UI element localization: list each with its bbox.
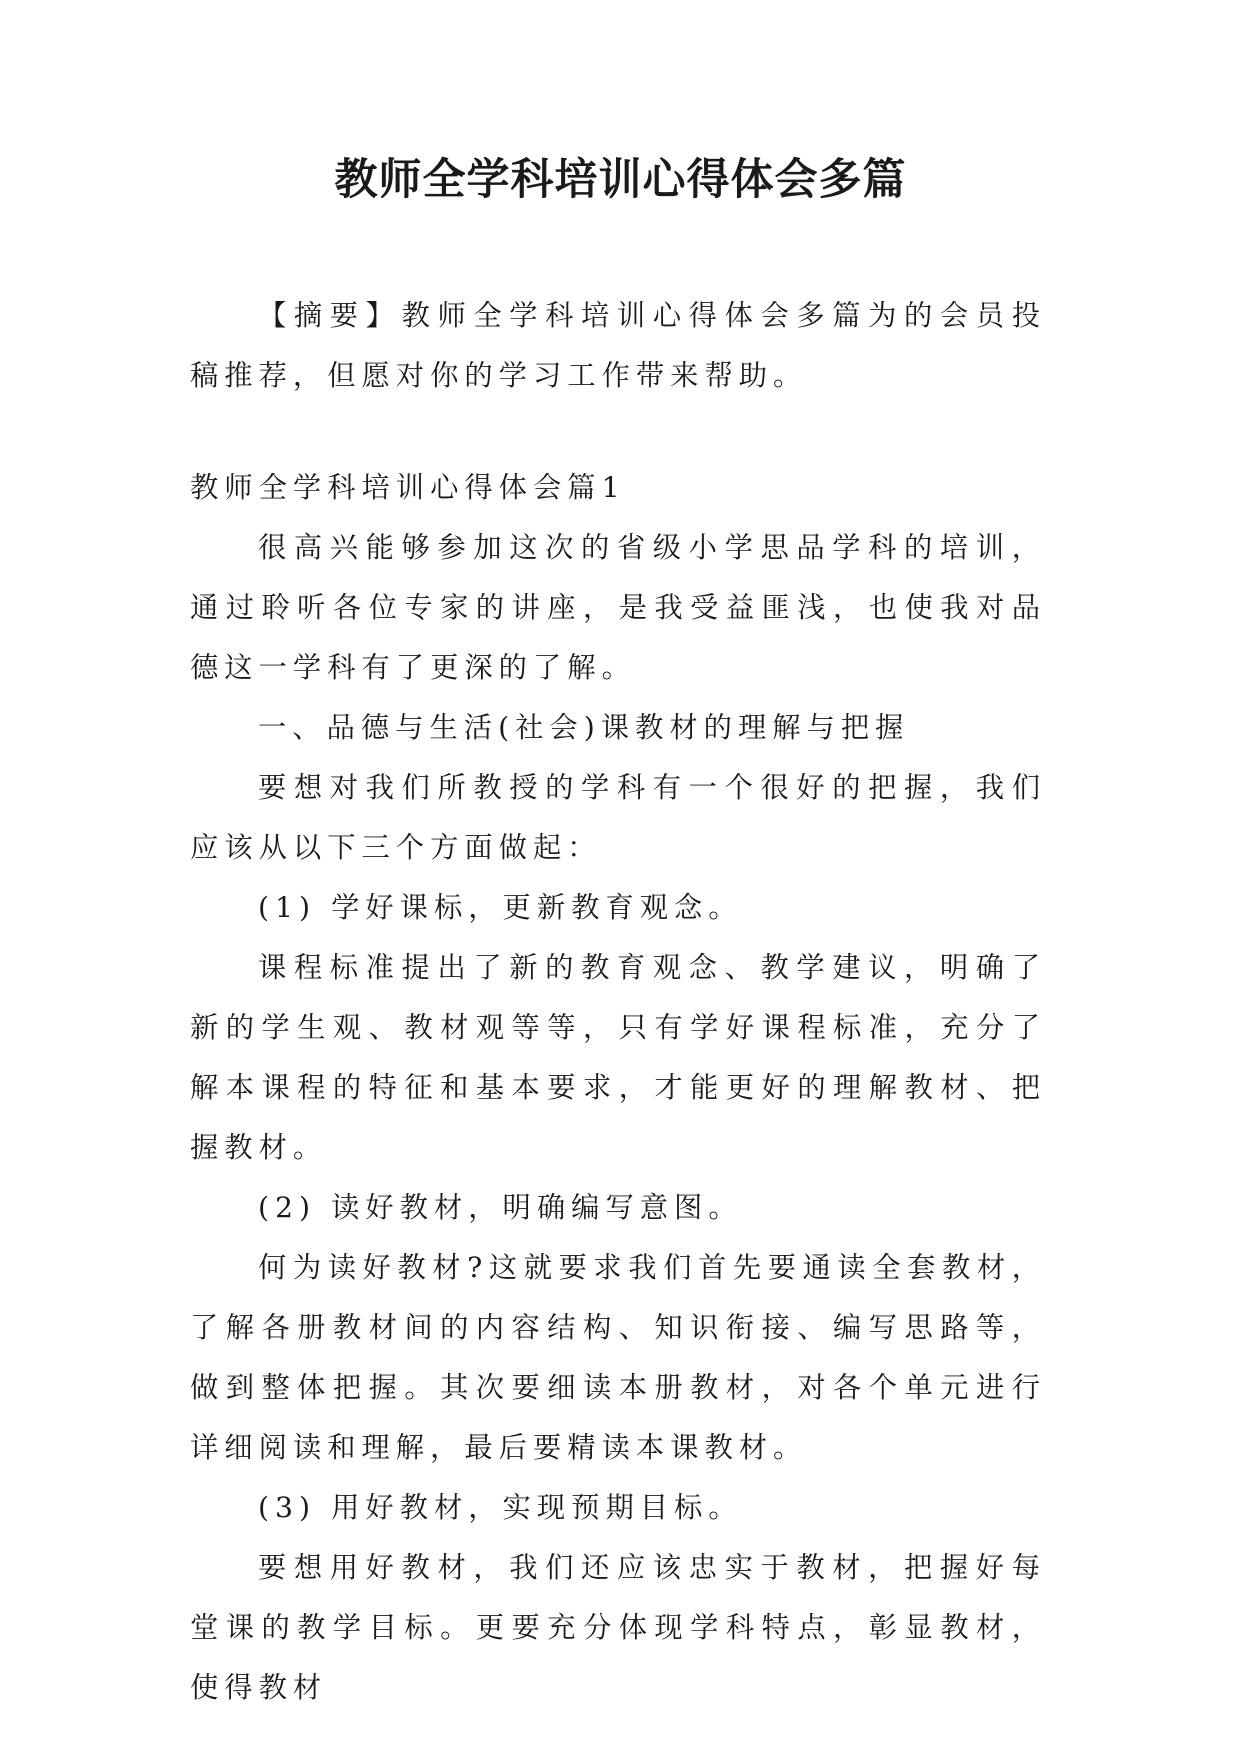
section-title: 教师全学科培训心得体会篇1 — [190, 471, 626, 504]
paragraph-intro: 很高兴能够参加这次的省级小学思品学科的培训，通过聆听各位专家的讲座，是我受益匪浅，也使我对品德这一学科有了更深的了解。 — [190, 531, 1046, 684]
paragraph-curriculum-standard: 课程标准提出了新的教育观念、教学建议，明确了新的学生观、教材观等等，只有学好课程标准，充分了解本课程的特征和基本要求，才能更好的理解教材、把握教材。 — [190, 951, 1046, 1164]
subheading-curriculum-standard: (1) 学好课标，更新教育观念。 — [258, 891, 743, 924]
document-title: 教师全学科培训心得体会多篇 — [334, 155, 907, 205]
abstract-block — [190, 286, 1046, 406]
subheading-read-textbook: (2) 读好教材，明确编写意图。 — [258, 1191, 743, 1224]
subheading-use-textbook: (3) 用好教材，实现预期目标。 — [258, 1491, 743, 1524]
article-body — [190, 458, 1046, 1718]
paragraph-read-textbook: 何为读好教材?这就要求我们首先要通读全套教材，了解各册教材间的内容结构、知识衔接、编写思路等，做到整体把握。其次要细读本册教材，对各个单元进行详细阅读和理解，最后要精读本课教材。 — [190, 1251, 1046, 1464]
paragraph-use-textbook: 要想用好教材，我们还应该忠实于教材，把握好每堂课的教学目标。更要充分体现学科特点，彰显教材，使得教材 — [190, 1551, 1046, 1704]
heading-textbook-understanding: 一、品德与生活(社会)课教材的理解与把握 — [258, 711, 910, 744]
paragraph-three-aspects: 要想对我们所教授的学科有一个很好的把握，我们应该从以下三个方面做起： — [190, 771, 1046, 864]
abstract-paragraph: 【摘要】教师全学科培训心得体会多篇为的会员投稿推荐，但愿对你的学习工作带来帮助。 — [190, 299, 1046, 392]
